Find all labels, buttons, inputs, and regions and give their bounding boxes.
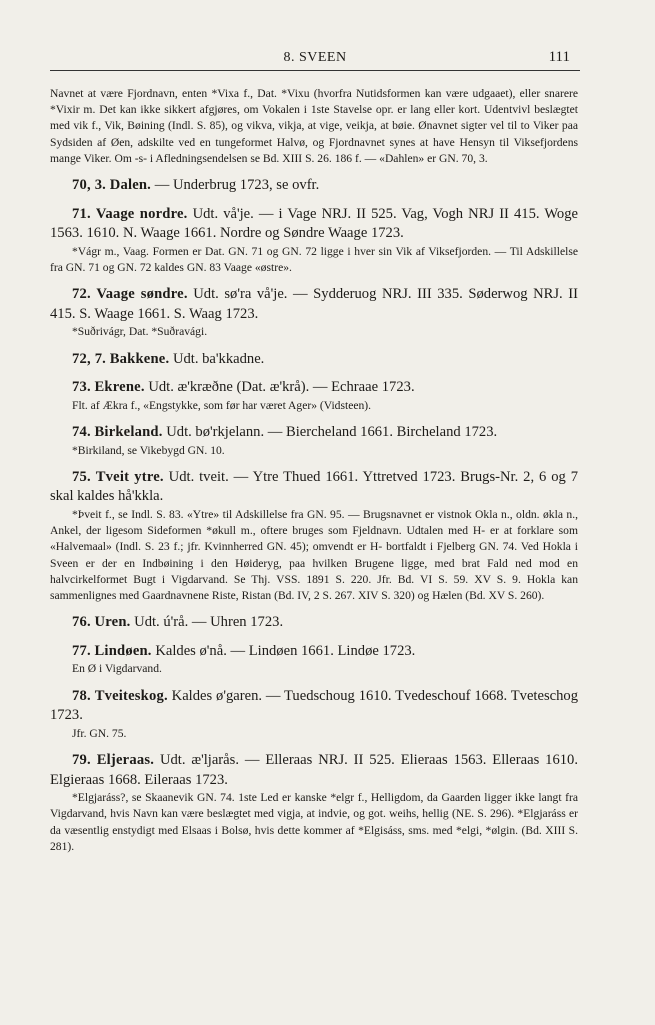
entry-number: 79. <box>72 751 91 768</box>
entry-text: Udt. tveit. — Ytre Thued 1661. Yttretved 1723. Brugs-Nr. 2, 6 og 7 skal kaldes hå'kkla. <box>50 468 578 505</box>
page-content <box>50 86 578 855</box>
entry-text: Udt. æ'kræðne (Dat. æ'krå). — Echraae 1723. <box>144 379 415 396</box>
entry-text: Udt. bø'rkjelann. — Biercheland 1661. Bircheland 1723. <box>162 423 498 440</box>
etymology-note: Jfr. GN. 75. <box>72 726 127 740</box>
entry-headword: Ekrene. <box>94 379 145 396</box>
entry-text: Udt. ba'kkadne. <box>169 350 265 367</box>
farm-entry <box>50 176 578 196</box>
entry-headword: Dalen. <box>109 177 152 194</box>
entry-number: 74. <box>72 423 91 440</box>
etymology-note: *Þveit f., se Indl. S. 83. «Ytre» til Adskillelse fra GN. 95. — Brugsnavnet er vistnok Okla n., oldn. økla n., Ankel, der ligesom Sideformen *økull m., oftere bruges som Fjeldnavn. Udtalen med H- er at forklare som «Halvemaal» (Indl. S. 23 f.; jfr. Kvinnherred GN. 45); omvendt er H- bortfaldt i Fjelberg GN. 74. Ved Hokla i Sveen er der en Indbøining i den Høideryg, paa hvilken Brugene ligge, med brat Fald ned mod en halvcirkelformet Bugt i Vigdarvand. Se Thj. VSS. 1891 S. 220. Jfr. Bd. VI S. 59. XV S. 9. Hokla kan sammenlignes med Gaardnavnene Riste, Ristan (Bd. IV, 2 S. 267. XIV S. 320) og Hælen (Bd. XV S. 260). <box>50 507 578 602</box>
entry-text: Udt. ú'rå. — Uhren 1723. <box>130 614 284 631</box>
farm-entry <box>50 423 578 443</box>
entry-headword: Uren. <box>94 614 131 631</box>
farm-entry <box>50 378 578 398</box>
etymology-note: *Vágr m., Vaag. Formen er Dat. GN. 71 og GN. 72 ligge i hver sin Vik af Viksefjorden. — Til Adskillelse fra GN. 71 og GN. 72 kaldes GN. 83 Vaage «østre». <box>50 244 578 274</box>
entry-headword: Birkeland. <box>94 423 163 440</box>
entry-number: 72. <box>72 286 91 303</box>
entry-number: 70, 3. <box>72 177 107 194</box>
farm-entry <box>50 468 578 507</box>
entry-number: 71. <box>72 205 91 222</box>
etymology-note: *Birkiland, se Vikebygd GN. 10. <box>72 443 225 457</box>
farm-entry <box>50 285 578 324</box>
entry-number: 72, 7. <box>72 350 107 367</box>
farm-entry <box>50 687 578 726</box>
page-header <box>50 44 580 71</box>
entry-number: 76. <box>72 614 91 631</box>
entry-headword: Bakkene. <box>109 350 170 367</box>
entry-headword: Eljeraas. <box>96 751 155 768</box>
entry-number: 75. <box>72 468 91 485</box>
etymology-note: Flt. af Ækra f., «Engstykke, som før har været Ager» (Vidsteen). <box>72 398 372 412</box>
page-number: 111 <box>548 49 570 65</box>
running-head: 8. SVEEN <box>283 50 347 65</box>
farm-entry <box>50 751 578 790</box>
entry-number: 78. <box>72 687 91 704</box>
entry-text: Udt. vå'je. — i Vage NRJ. II 525. Vag, Vogh NRJ II 415. Woge 1563. 1610. N. Waage 1661. Nordre og Søndre Waage 1723. <box>50 205 578 242</box>
farm-entry <box>50 205 578 244</box>
farm-entry <box>50 350 578 370</box>
etymology-note: Navnet at være Fjordnavn, enten *Vixa f., Dat. *Vixu (hvorfra Nutidsformen kan være udgaaet), eller snarere *Vixir m. Det kan ikke sikkert afgjøres, om Vokalen i 1ste Stavelse opr. er lang eller kort. Udentvivl beslægtet med vik f., Vik, Bøining (Indl. S. 85), og vikva, vikja, at vige, veikja, at bøie. Ønavnet sigter vel til to Viker paa Sydsiden af Øen, adskilte ved en tungeformet Halvø, og Fjordnavnet synes at have Hensyn til Viksefjordens mange Viker. Om -s- i Afledningsendelsen se Bd. XIII S. 26. 186 f. — «Dahlen» er GN. 70, 3. <box>50 87 578 165</box>
entry-number: 77. <box>72 642 91 659</box>
entry-text: Udt. æ'ljarås. — Elleraas NRJ. II 525. Elieraas 1563. Elleraas 1610. Elgieraas 1668. Eileraas 1723. <box>50 751 578 788</box>
entry-headword: Tveiteskog. <box>94 687 168 704</box>
entry-headword: Vaage nordre. <box>95 205 188 222</box>
entry-text: Kaldes ø'garen. — Tuedschoug 1610. Tvedeschouf 1668. Tveteschog 1723. <box>50 687 578 724</box>
etymology-note: En Ø i Vigdarvand. <box>72 662 162 676</box>
entry-number: 73. <box>72 379 91 396</box>
farm-entry <box>50 613 578 633</box>
entry-text: Kaldes ø'nå. — Lindøen 1661. Lindøe 1723. <box>151 642 416 659</box>
etymology-note: *Elgjaráss?, se Skaanevik GN. 74. 1ste Led er kanske *elgr f., Helligdom, da Gaarden ligger ikke langt fra Vigdarvand, hvis Navn kan være beslægtet med vigja, at indvie, og got. weihs, hellig (NE. S. 296). *Elgjaráss er da væsentlig enstydigt med Elsaas i Bolsø, hvis dette kommer af *Elgisáss, sms. med *elgi, *ølgin. (Bd. XIII S. 281). <box>50 791 578 853</box>
entry-headword: Vaage søndre. <box>96 286 188 303</box>
entry-text: Udt. sø'ra vå'je. — Sydderuog NRJ. III 335. Søderwog NRJ. II 415. S. Waage 1661. S. Waag 1723. <box>50 286 578 322</box>
etymology-note: *Suðrivágr, Dat. *Suðravági. <box>72 325 208 339</box>
entry-text: — Underbrug 1723, se ovfr. <box>151 177 320 194</box>
entry-headword: Tveit ytre. <box>95 468 164 485</box>
farm-entry <box>50 642 578 662</box>
entry-headword: Lindøen. <box>94 642 152 659</box>
